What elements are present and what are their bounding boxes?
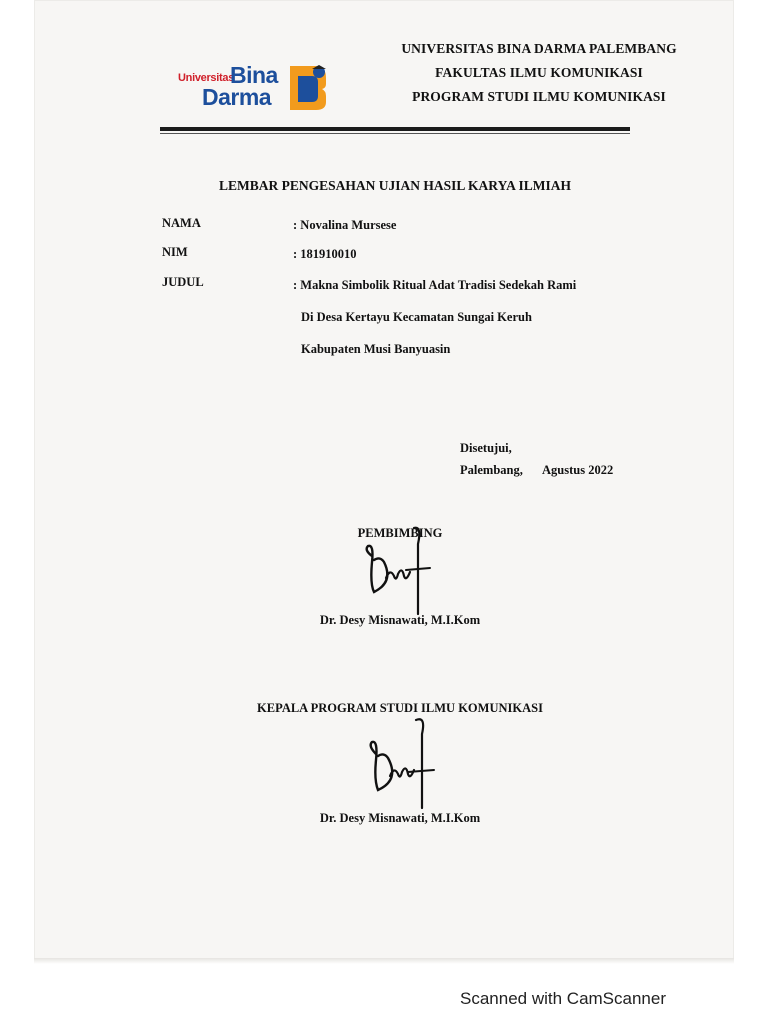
judul-label: JUDUL xyxy=(162,275,204,289)
scanner-watermark: Scanned with CamScanner xyxy=(460,989,667,1008)
nim-label: NIM xyxy=(162,245,188,259)
approval-date: Agustus 2022 xyxy=(542,463,614,477)
name-label: NAMA xyxy=(162,216,201,230)
program-name: PROGRAM STUDI ILMU KOMUNIKASI xyxy=(412,89,666,104)
header-rule-thick xyxy=(160,127,630,131)
judul-line-1: : Makna Simbolik Ritual Adat Tradisi Sedekah Rami xyxy=(293,278,577,292)
nim-value: : 181910010 xyxy=(293,247,357,261)
supervisor-signature-icon xyxy=(350,522,440,618)
faculty-name: FAKULTAS ILMU KOMUNIKASI xyxy=(435,65,643,80)
head-name: Dr. Desy Misnawati, M.I.Kom xyxy=(319,811,481,825)
judul-line-2: Di Desa Kertayu Kecamatan Sungai Keruh xyxy=(301,310,532,324)
name-value: : Novalina Mursese xyxy=(293,218,397,232)
supervisor-name: Dr. Desy Misnawati, M.I.Kom xyxy=(319,613,481,627)
judul-line-3: Kabupaten Musi Banyuasin xyxy=(301,342,451,356)
logo-darma-text: Darma xyxy=(202,84,272,110)
approval-place: Palembang, xyxy=(460,463,523,477)
university-name: UNIVERSITAS BINA DARMA PALEMBANG xyxy=(401,41,677,56)
document-title: LEMBAR PENGESAHAN UJIAN HASIL KARYA ILMIAH xyxy=(219,178,571,193)
head-signature-icon xyxy=(356,714,446,810)
page-edge xyxy=(34,958,734,964)
supervisor-role: PEMBIMBING xyxy=(357,526,443,540)
header-rule-thin xyxy=(160,133,630,134)
approved-text: Disetujui, xyxy=(460,441,512,455)
logo-bina-text: Bina xyxy=(230,62,278,88)
logo-small-text: Universitas xyxy=(178,72,235,84)
head-role: KEPALA PROGRAM STUDI ILMU KOMUNIKASI xyxy=(257,701,543,715)
